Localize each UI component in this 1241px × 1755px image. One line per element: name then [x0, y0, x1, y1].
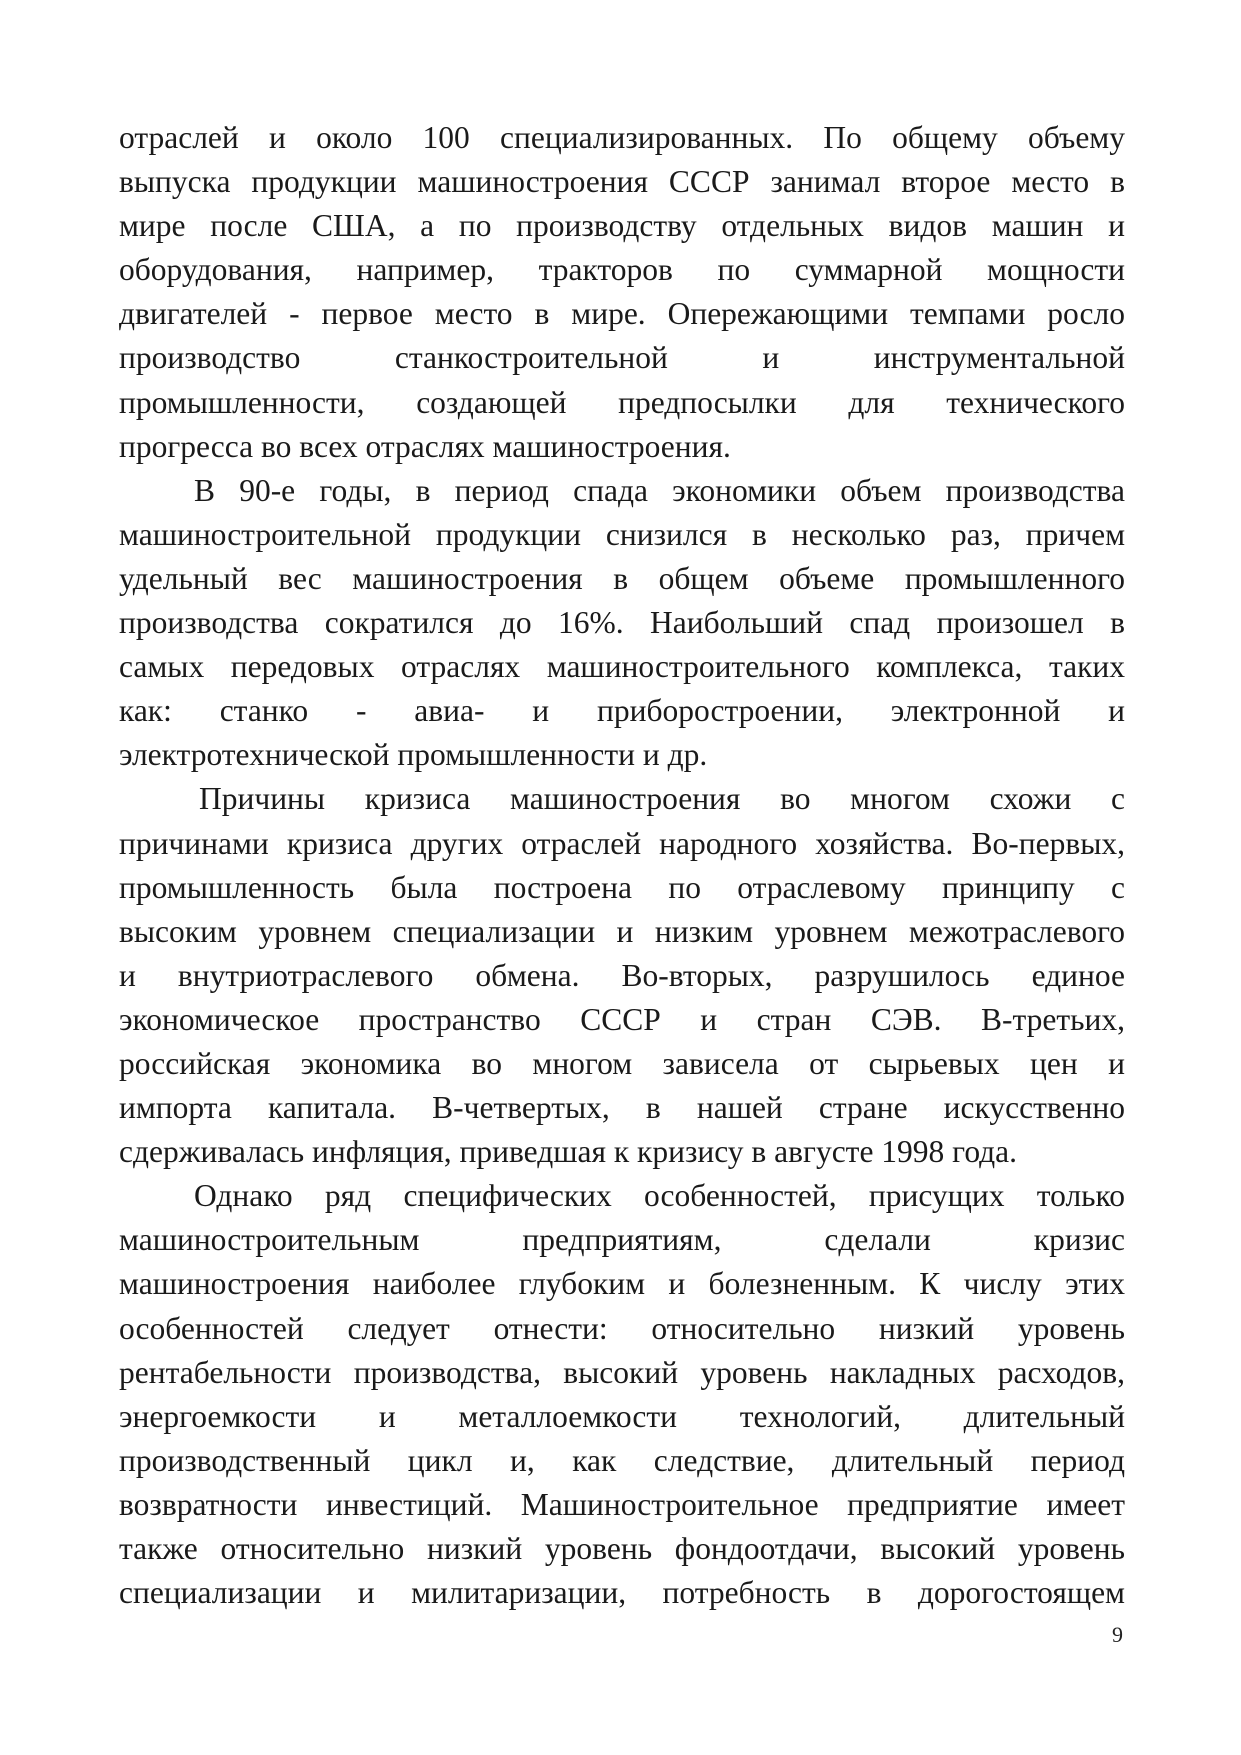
text-line: удельный вес машиностроения в общем объеме промышленного — [119, 560, 1125, 596]
text-line: производство станкостроительной и инструментальной — [119, 340, 1125, 376]
text-line: экономическое пространство СССР и стран СЭВ. В-третьих, — [119, 1001, 1125, 1037]
text-line: причинами кризиса других отраслей народного хозяйства. Во-первых, — [119, 825, 1125, 861]
text-line: двигателей - первое место в мире. Опережающими темпами росло — [119, 296, 1125, 332]
text-line: также относительно низкий уровень фондоотдачи, высокий уровень — [119, 1531, 1125, 1566]
text-line: прогресса во всех отраслях машиностроения. — [119, 428, 731, 464]
text-line: как: станко - авиа- и приборостроении, электронной и — [119, 693, 1125, 729]
text-line: самых передовых отраслях машиностроительного комплекса, таких — [119, 649, 1125, 685]
text-line: машиностроительной продукции снизился в несколько раз, причем — [119, 516, 1125, 552]
text-line: рентабельности производства, высокий уровень накладных расходов, — [119, 1354, 1125, 1390]
text-line: производства сократился до 16%. Наибольший спад произошел в — [119, 605, 1125, 641]
text-line: возвратности инвестиций. Машиностроительное предприятие имеет — [119, 1486, 1125, 1522]
text-line: мире после США, а по производству отдельных видов машин и — [119, 208, 1125, 244]
text-line: промышленность была построена по отраслевому принципу с — [119, 869, 1125, 905]
text-line: Однако ряд специфических особенностей, присущих только — [194, 1178, 1125, 1214]
text-line: высоким уровнем специализации и низким уровнем межотраслевого — [119, 913, 1125, 949]
text-line: оборудования, например, тракторов по суммарной мощности — [119, 252, 1125, 288]
text-line: российская экономика во многом зависела от сырьевых цен и — [119, 1045, 1125, 1081]
text-line: и внутриотраслевого обмена. Во-вторых, разрушилось единое — [119, 957, 1125, 993]
text-line: особенностей следует отнести: относительно низкий уровень — [119, 1310, 1125, 1346]
text-line: выпуска продукции машиностроения СССР занимал второе место в — [119, 164, 1125, 200]
text-line: отраслей и около 100 специализированных. По общему объему — [119, 120, 1125, 155]
text-line: Причины кризиса машиностроения во многом схожи с — [199, 781, 1125, 817]
body-text — [119, 116, 1125, 1615]
text-line: сдерживалась инфляция, приведшая к кризису в августе 1998 года. — [119, 1134, 1018, 1170]
text-line: электротехнической промышленности и др. — [119, 737, 708, 773]
text-line: импорта капитала. В-четвертых, в нашей стране искусственно — [119, 1090, 1125, 1126]
text-line: производственный цикл и, как следствие, длительный период — [119, 1442, 1125, 1478]
text-line: энергоемкости и металлоемкости технологий, длительный — [119, 1398, 1125, 1434]
text-line: машиностроительным предприятиям, сделали кризис — [119, 1222, 1125, 1258]
text-line: специализации и милитаризации, потребность в дорогостоящем — [119, 1575, 1125, 1611]
page-number: 9 — [1112, 1622, 1123, 1647]
text-line: машиностроения наиболее глубоким и болезненным. К числу этих — [119, 1266, 1125, 1302]
text-line: В 90-е годы, в период спада экономики объем производства — [194, 472, 1125, 508]
text-line: промышленности, создающей предпосылки для технического — [119, 384, 1125, 420]
